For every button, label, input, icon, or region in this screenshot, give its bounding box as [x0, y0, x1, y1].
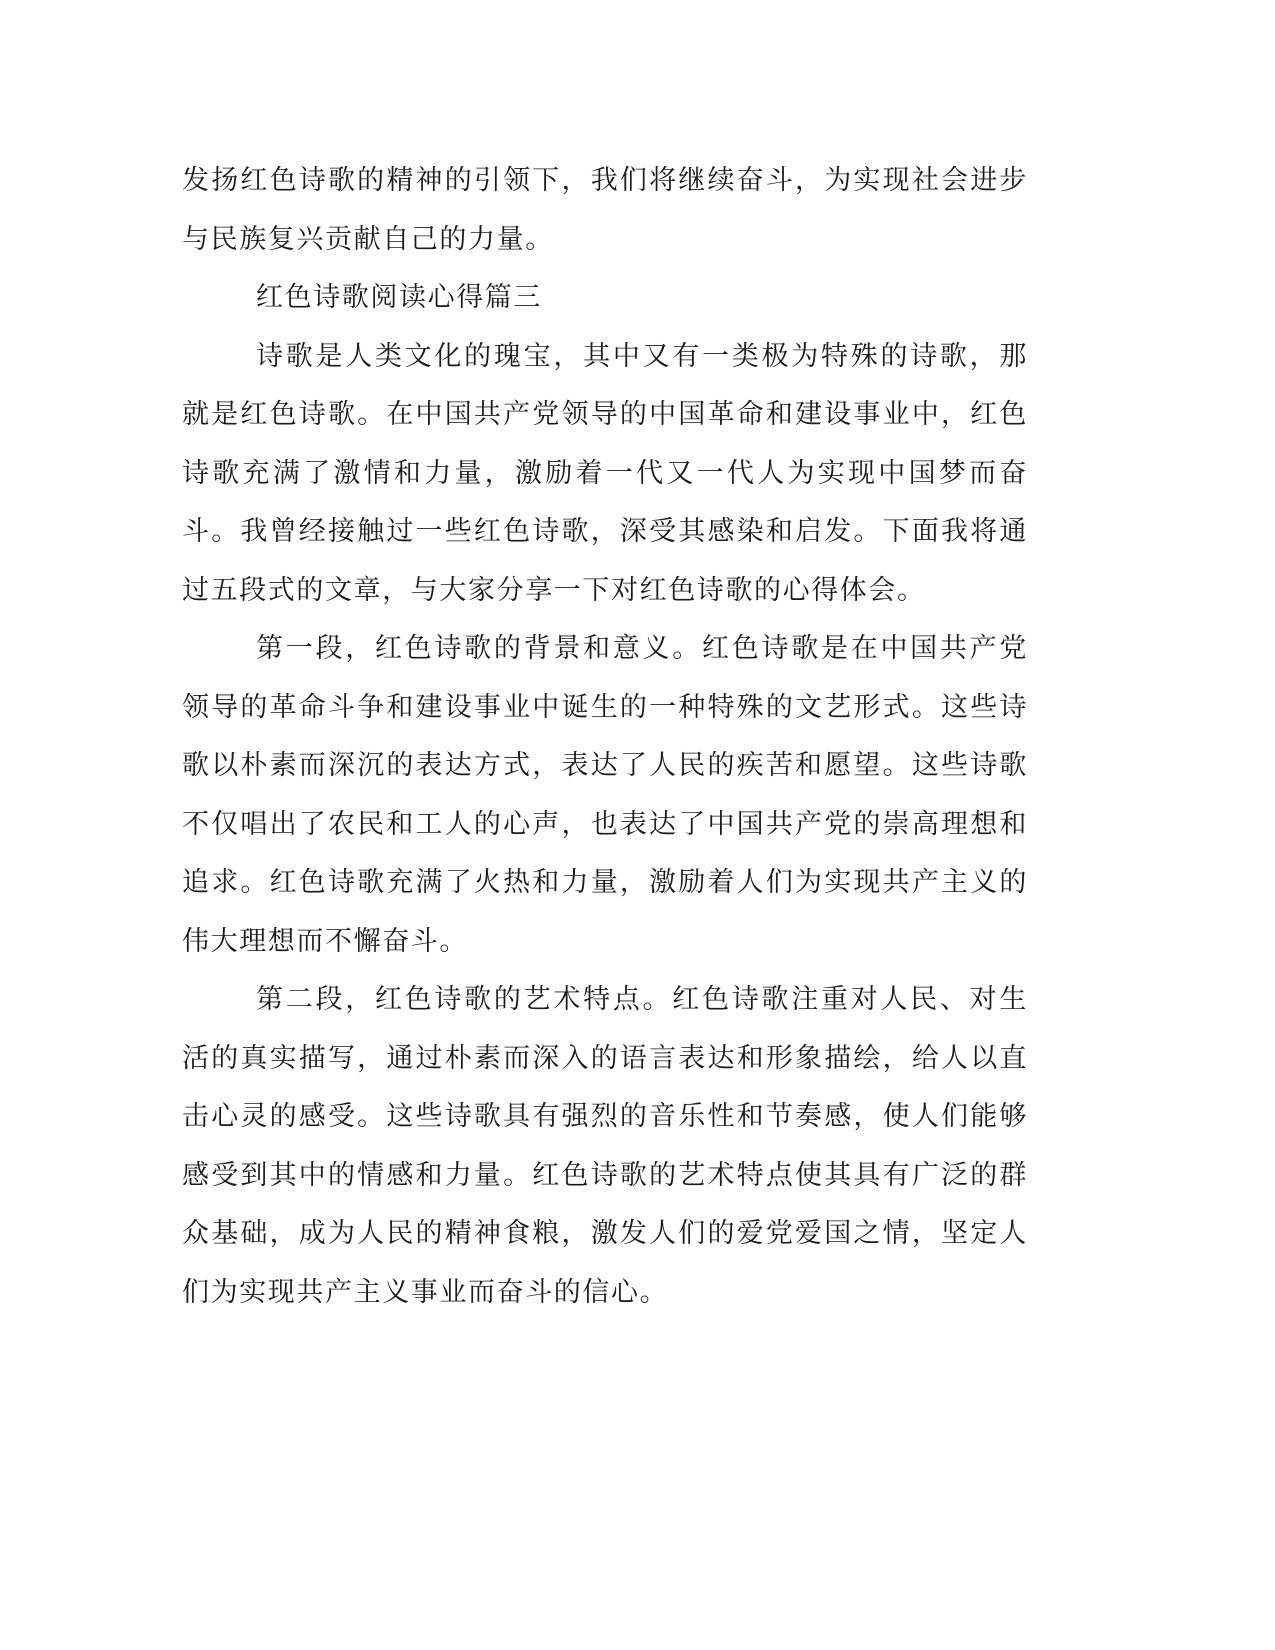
section-title: 红色诗歌阅读心得篇三 [256, 282, 542, 313]
document-page [182, 152, 1028, 1322]
paragraph-continuation: 发扬红色诗歌的精神的引领下，我们将继续奋斗，为实现社会进步与民族复兴贡献自己的力量。 [182, 165, 1028, 255]
paragraph-section-one: 第一段，红色诗歌的背景和意义。红色诗歌是在中国共产党领导的革命斗争和建设事业中诞生的一种特殊的文艺形式。这些诗歌以朴素而深沉的表达方式，表达了人民的疾苦和愿望。这些诗歌不仅唱出了农民和工人的心声，也表达了中国共产党的崇高理想和追求。红色诗歌充满了火热和力量，激励着人们为实现共产主义的伟大理想而不懈奋斗。 [182, 633, 1028, 957]
paragraph-intro: 诗歌是人类文化的瑰宝，其中又有一类极为特殊的诗歌，那就是红色诗歌。在中国共产党领导的中国革命和建设事业中，红色诗歌充满了激情和力量，激励着一代又一代人为实现中国梦而奋斗。我曾经接触过一些红色诗歌，深受其感染和启发。下面我将通过五段式的文章，与大家分享一下对红色诗歌的心得体会。 [182, 340, 1028, 606]
paragraph-section-two: 第二段，红色诗歌的艺术特点。红色诗歌注重对人民、对生活的真实描写，通过朴素而深入的语言表达和形象描绘，给人以直击心灵的感受。这些诗歌具有强烈的音乐性和节奏感，使人们能够感受到其中的情感和力量。红色诗歌的艺术特点使其具有广泛的群众基础，成为人民的精神食粮，激发人们的爱党爱国之情，坚定人们为实现共产主义事业而奋斗的信心。 [182, 984, 1028, 1308]
